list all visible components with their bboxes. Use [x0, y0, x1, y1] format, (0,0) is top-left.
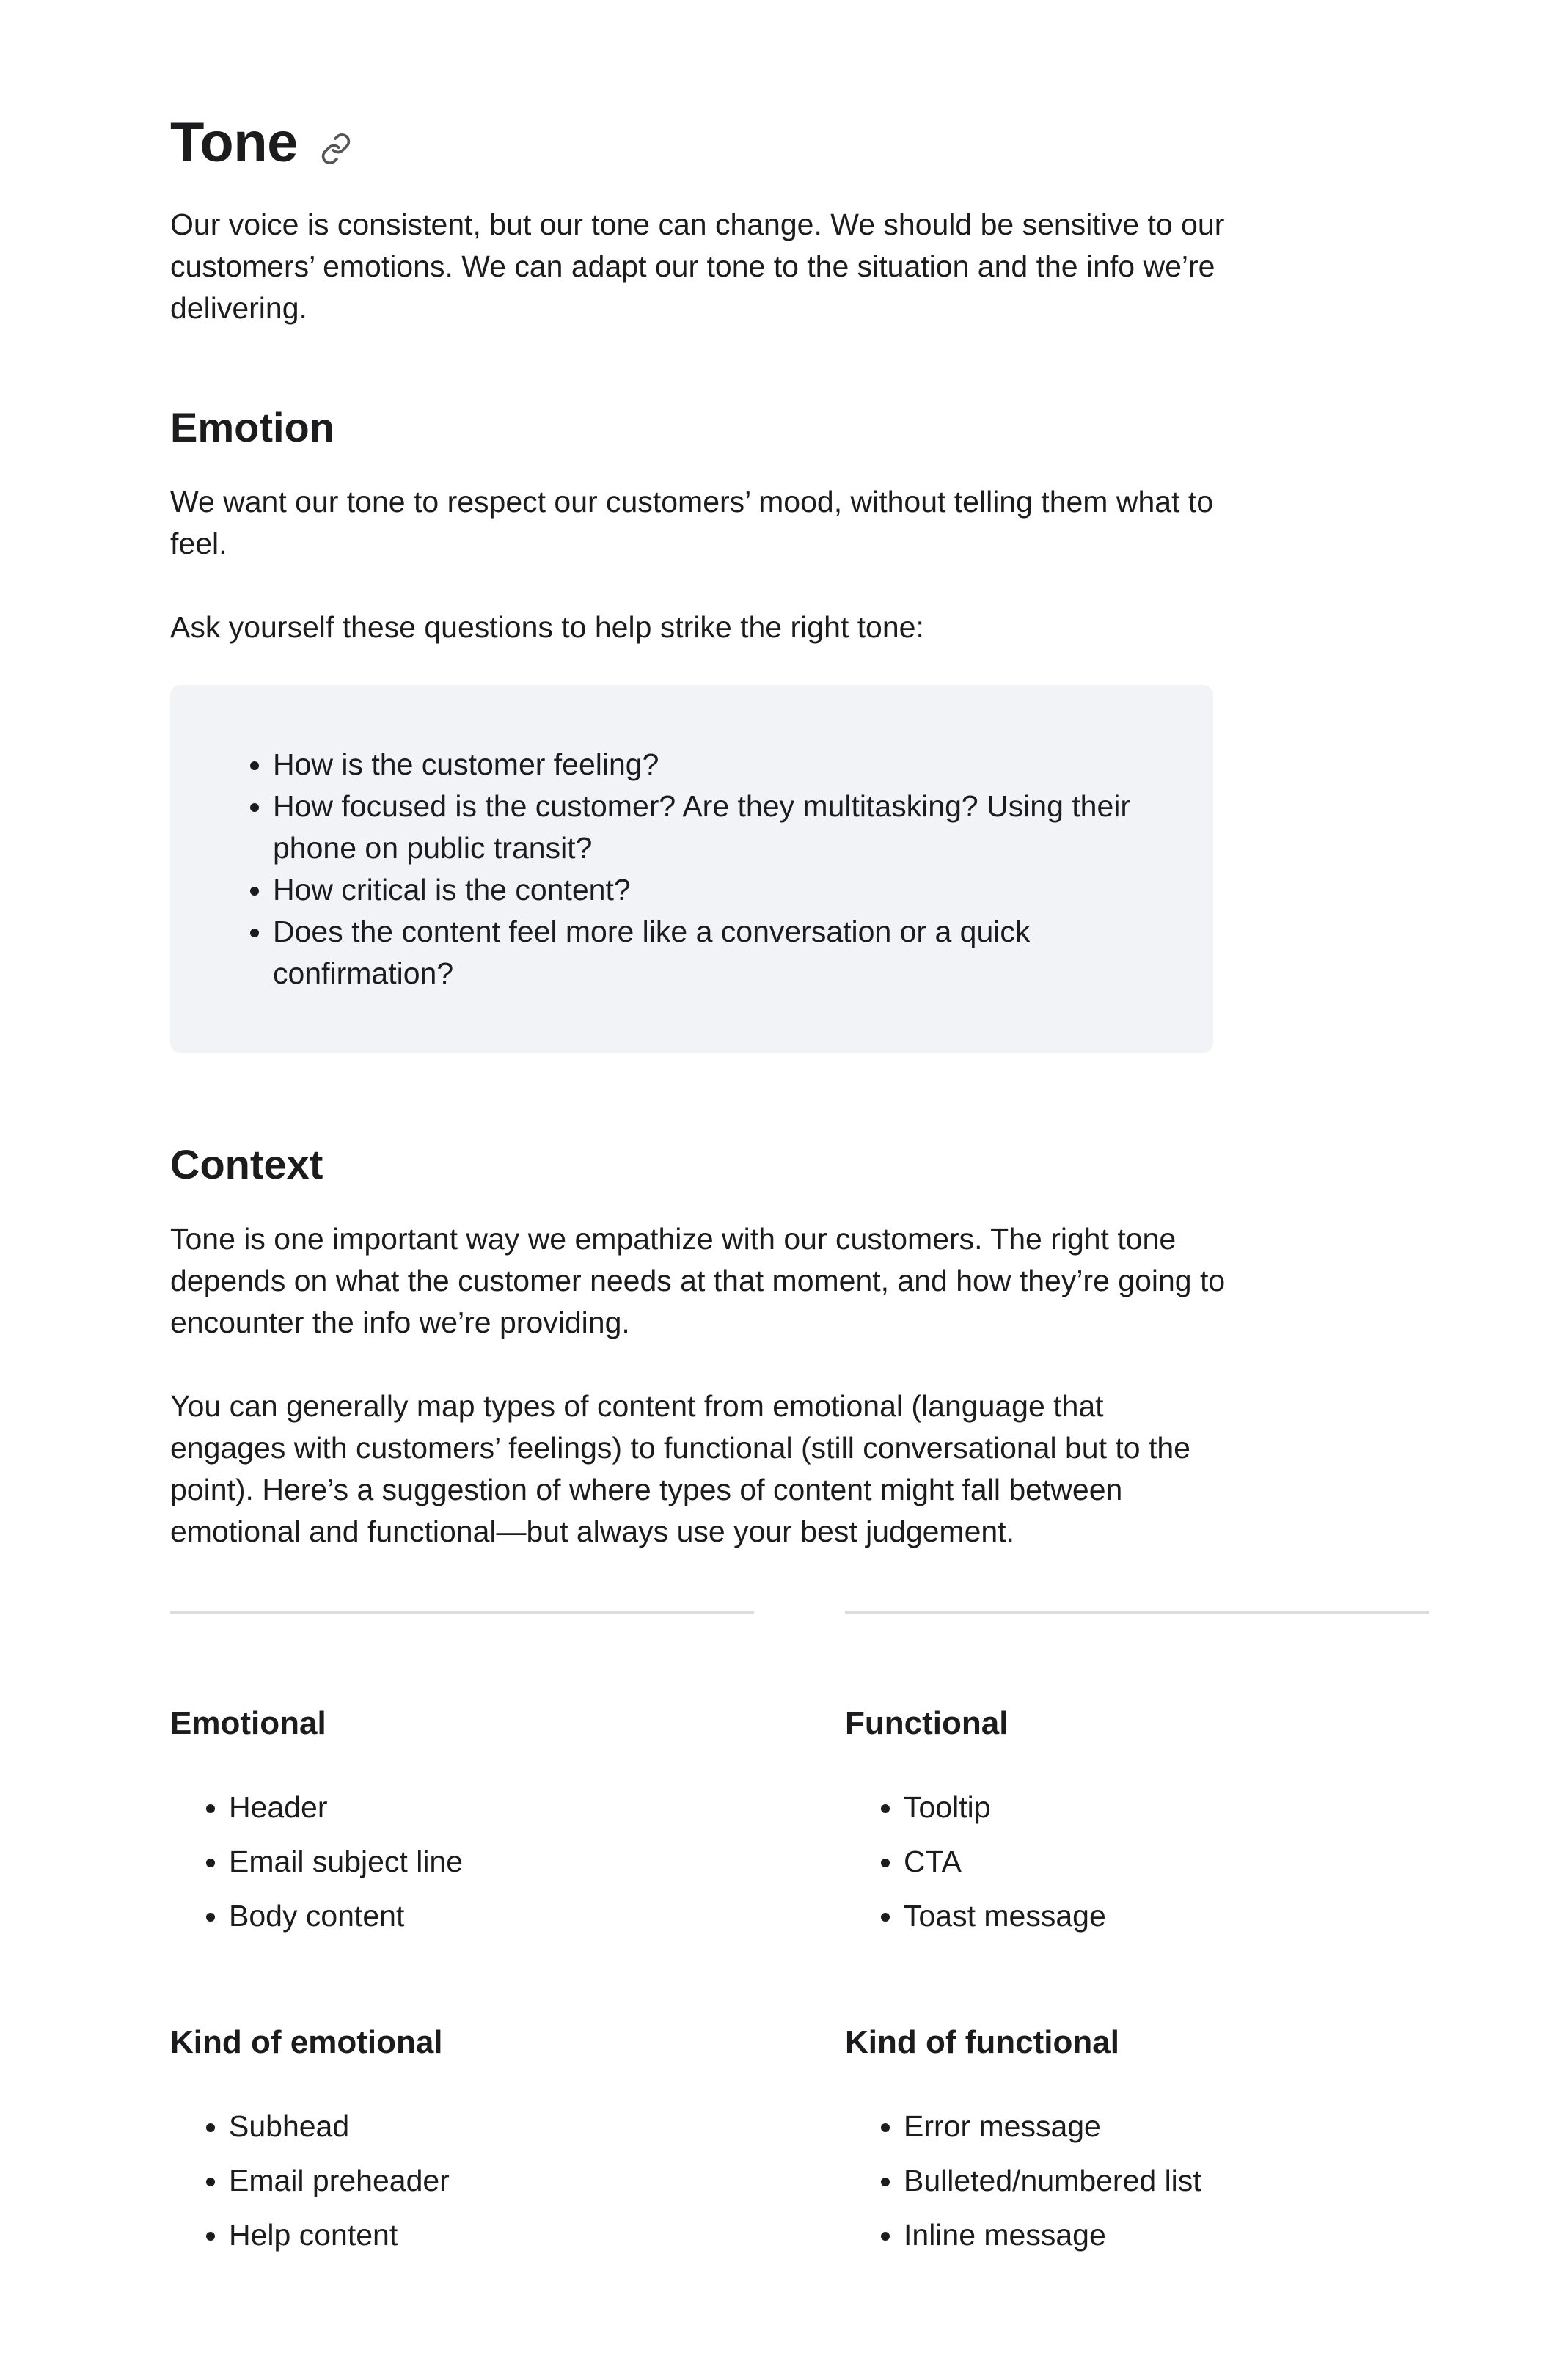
questions-list	[214, 744, 1168, 995]
question-item: • Does the content feel more like a conversation or a quick confirmation?	[273, 911, 1168, 995]
context-paragraph-1: Tone is one important way we empathize with our customers. The right tone depends on what the customer needs at that moment, and how they’re going to encounter the info we’re providing.	[170, 1222, 1226, 1340]
link-icon[interactable]	[320, 133, 352, 165]
list-item: • Tooltip	[904, 1780, 1429, 1834]
context-paragraph-2: You can generally map types of content from emotional (language that engages with customers’ feelings) to functional (still conversational but to the point). Here’s a suggestion of where types of content might fall between emotional and functional—but always use your best judgement.	[170, 1389, 1190, 1549]
functional-list	[845, 1780, 1429, 1943]
kind-of-functional-heading: Kind of functional	[845, 2024, 1119, 2061]
page-content	[170, 103, 1432, 2262]
question-item: • How is the customer feeling?	[273, 744, 1168, 786]
emotion-heading: Emotion	[170, 404, 334, 450]
list-item: • Inline message	[904, 2208, 1429, 2262]
questions-callout	[170, 685, 1213, 1053]
column-divider	[845, 1611, 1429, 1614]
list-item: • Email preheader	[229, 2153, 754, 2208]
page-title: Tone	[170, 111, 298, 174]
left-column	[170, 1611, 754, 2262]
list-item: • Help content	[229, 2208, 754, 2262]
list-item: • Email subject line	[229, 1834, 754, 1889]
question-item: • How focused is the customer? Are they multitasking? Using their phone on public transit?	[273, 786, 1168, 869]
context-heading: Context	[170, 1141, 323, 1188]
content-type-columns	[170, 1611, 1432, 2262]
title-row	[170, 103, 1432, 183]
kind-of-functional-list	[845, 2099, 1429, 2262]
list-item: • Header	[229, 1780, 754, 1834]
intro-paragraph: Our voice is consistent, but our tone can change. We should be sensitive to our customers’ emotions. We can adapt our tone to the situation and the info we’re delivering.	[170, 208, 1225, 325]
kind-of-emotional-list	[170, 2099, 754, 2262]
emotional-list	[170, 1780, 754, 1943]
kind-of-emotional-heading: Kind of emotional	[170, 2024, 443, 2061]
right-column	[845, 1611, 1429, 2262]
functional-heading: Functional	[845, 1705, 1009, 1742]
emotion-paragraph-1: We want our tone to respect our customers’ mood, without telling them what to feel.	[170, 485, 1214, 561]
list-item: • Toast message	[904, 1889, 1429, 1943]
emotional-heading: Emotional	[170, 1705, 326, 1742]
list-item: • Body content	[229, 1889, 754, 1943]
list-item: • Subhead	[229, 2099, 754, 2153]
emotion-paragraph-2: Ask yourself these questions to help strike the right tone:	[170, 610, 924, 645]
list-item: • Bulleted/numbered list	[904, 2153, 1429, 2208]
column-divider	[170, 1611, 754, 1614]
list-item: • Error message	[904, 2099, 1429, 2153]
question-item: • How critical is the content?	[273, 869, 1168, 911]
list-item: • CTA	[904, 1834, 1429, 1889]
